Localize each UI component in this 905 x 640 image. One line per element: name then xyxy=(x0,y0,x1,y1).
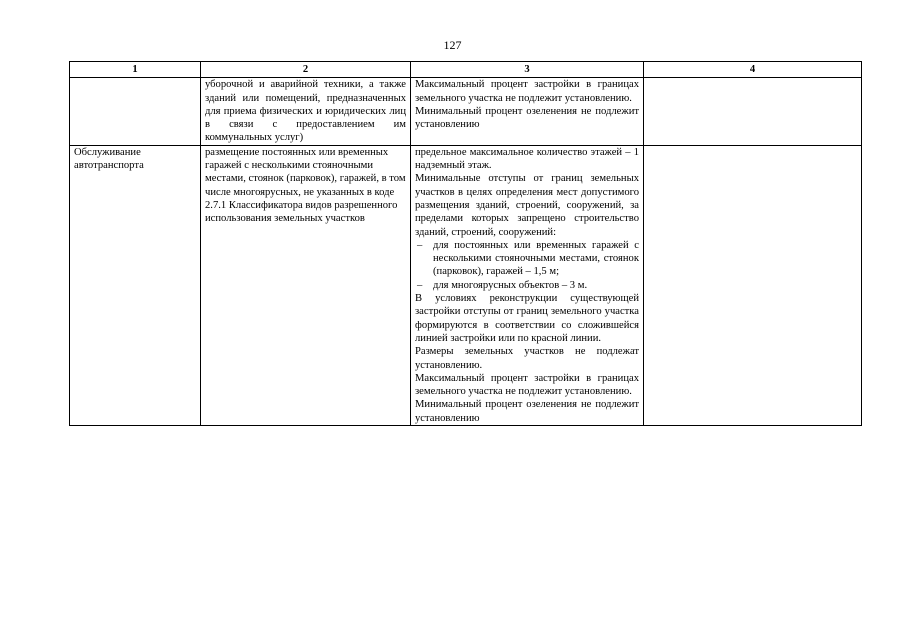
cell-paragraph: В условиях реконструкции существующей застройки отступы от границ земельного участка формируются в соответствии со сложившейся линией застройки или по красной линии. xyxy=(415,293,639,344)
cell-parameters xyxy=(411,145,644,425)
cell-paragraph: Минимальный процент озеленения не подлежит установлению xyxy=(415,399,639,424)
cell-paragraph: Размеры земельных участков не подлежат установлению. xyxy=(415,346,639,371)
table-header-row xyxy=(70,62,862,78)
cell-use-type: Обслуживание автотранспорта xyxy=(70,145,201,425)
cell-paragraph: Максимальный процент застройки в границах земельного участка не подлежит установлению. xyxy=(415,372,639,398)
cell-parameters xyxy=(411,78,644,145)
column-header: 4 xyxy=(644,62,862,78)
cell-description xyxy=(201,78,411,145)
cell-paragraph: Минимальные отступы от границ земельных участков в целях определения мест допустимого размещения зданий, строений, сооружений, за пределами которых запрещено строительство зданий, строений, сооружений: xyxy=(415,173,639,238)
cell-paragraph: Минимальный процент озеленения не подлежит установлению xyxy=(415,105,639,131)
list-item: – для постоянных или временных гаражей с несколькими стояночными местами, стоянок (парковок), гаражей – 1,5 м; xyxy=(415,239,639,279)
cell-paragraph: размещение постоянных или временных гаражей с несколькими стояночными местами, стоянок (парковок), гаражей, в том числе многоярусных, не указанных в коде 2.7.1 Классификатора видов разрешенного использования земельных участков xyxy=(205,146,406,225)
cell-notes xyxy=(644,145,862,425)
table-row xyxy=(70,145,862,425)
column-header: 1 xyxy=(70,62,201,78)
cell-paragraph: Максимальный процент застройки в границах земельного участка не подлежит установлению. xyxy=(415,79,639,104)
page-number: 127 xyxy=(443,38,462,52)
cell-description xyxy=(201,145,411,425)
cell-notes xyxy=(644,78,862,145)
list-item: – для многоярусных объектов – 3 м. xyxy=(415,279,639,292)
cell-paragraph: уборочной и аварийной техники, а также зданий или помещений, предназначенных для приема физических и юридических лиц в связи с предоставлением им коммунальных услуг) xyxy=(205,79,406,144)
regulations-table xyxy=(69,61,862,426)
cell-use-type xyxy=(70,78,201,145)
setback-list xyxy=(415,239,639,292)
column-header: 2 xyxy=(201,62,411,78)
cell-paragraph: предельное максимальное количество этажей – 1 надземный этаж. xyxy=(415,146,639,172)
column-header: 3 xyxy=(411,62,644,78)
table-row xyxy=(70,78,862,145)
